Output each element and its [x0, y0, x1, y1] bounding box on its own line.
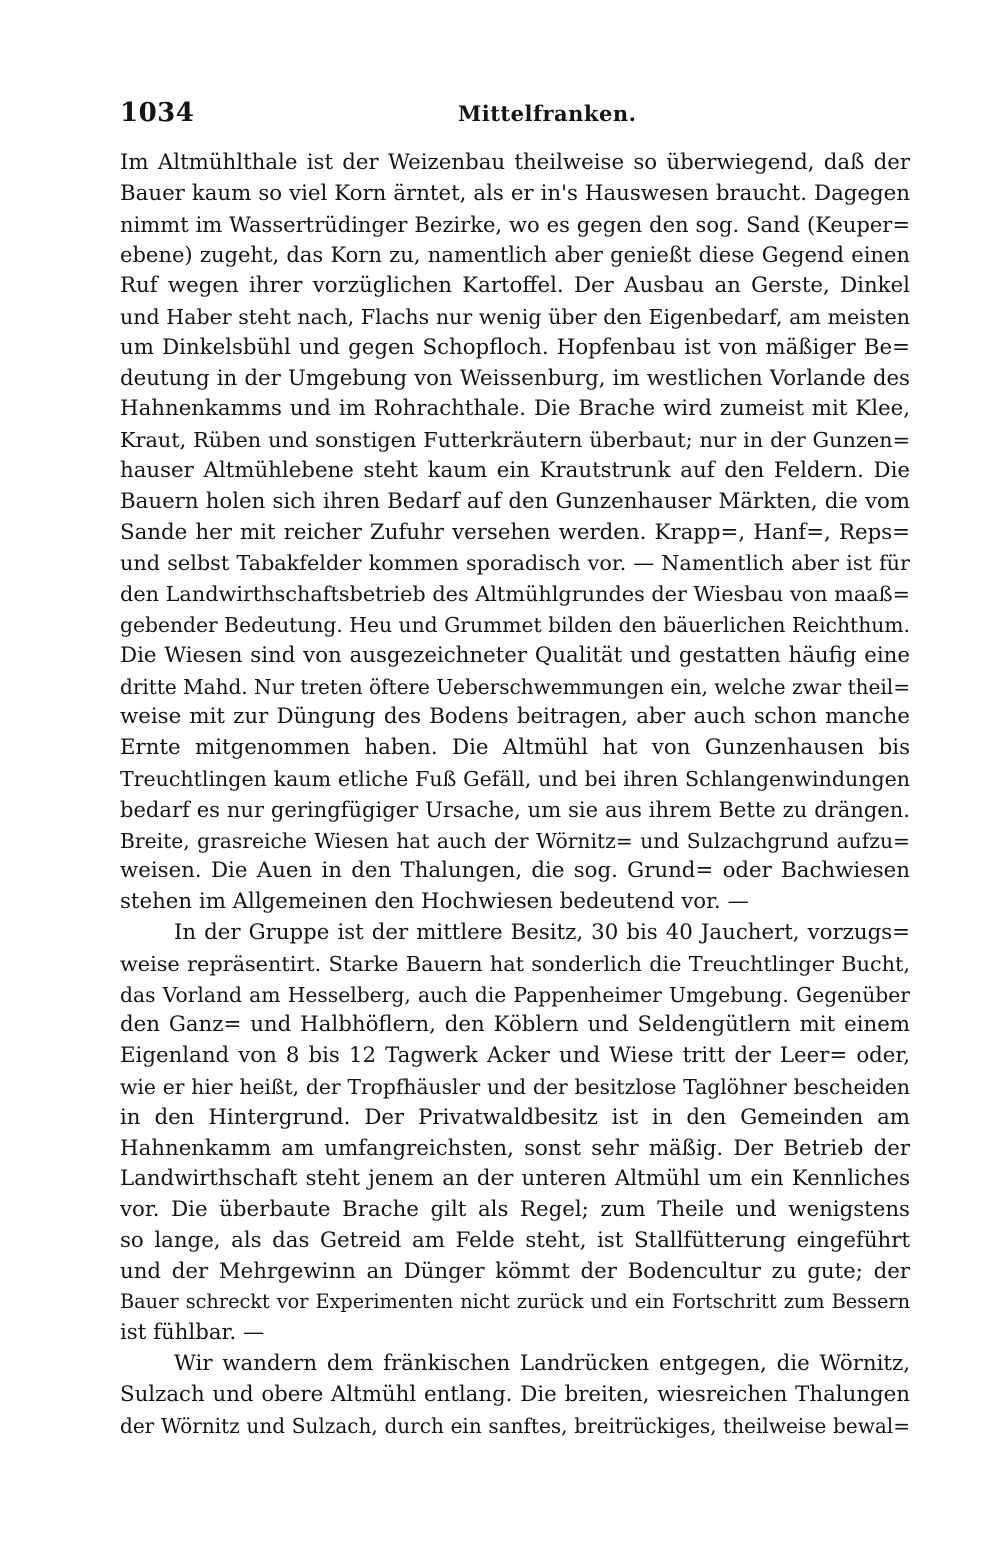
paragraph-first-line: In der Gruppe ist der mittlere Besitz, 30 bis 40 Jauchert, vorzugs= — [174, 919, 910, 945]
text-line: Bauer schreckt vor Experimenten nicht zurück und ein Fortschritt zum Bessern — [120, 1290, 910, 1314]
running-head: Mittelfranken. — [458, 101, 637, 126]
text-line: so lange, als das Getreid am Felde steht, ist Stallfütterung eingeführt — [120, 1227, 910, 1253]
text-line: vor. Die überbaute Brache gilt als Regel; zum Theile und wenigstens — [120, 1197, 910, 1223]
text-line: Kraut, Rüben und sonstigen Futterkräutern überbaut; nur in der Gunzen= — [120, 428, 910, 453]
text-line: Landwirthschaft steht jenem an der unteren Altmühl um ein Kennliches — [120, 1166, 910, 1192]
text-line: der Wörnitz und Sulzach, durch ein sanftes, breitrückiges, theilweise bewal= — [120, 1413, 910, 1438]
text-line: Ernte mitgenommen haben. Die Altmühl hat von Gunzenhausen bis — [120, 735, 910, 761]
text-line: weisen. Die Auen in den Thalungen, die sog. Grund= oder Bachwiesen — [120, 858, 910, 884]
text-line: weise mit zur Düngung des Bodens beitragen, aber auch schon manche — [120, 704, 910, 730]
paragraph-first-line: Wir wandern dem fränkischen Landrücken entgegen, die Wörnitz, — [174, 1351, 910, 1377]
text-line: hauser Altmühlebene steht kaum ein Krautstrunk auf den Feldern. Die — [120, 457, 910, 483]
text-line: den Landwirthschaftsbetrieb des Altmühlgrundes der Wiesbau von maaß= — [120, 582, 910, 607]
text-line: Bauern holen sich ihren Bedarf auf den Gunzenhauser Märkten, die vom — [120, 488, 910, 514]
text-line: Sande her mit reicher Zufuhr versehen werden. Krapp=, Hanf=, Reps= — [120, 519, 910, 545]
text-line: deutung in der Umgebung von Weissenburg, im westlichen Vorlande des — [120, 365, 910, 391]
text-line: Im Altmühlthale ist der Weizenbau theilweise so überwiegend, daß der — [120, 150, 910, 175]
text-line: und der Mehrgewinn an Dünger kömmt der Bodencultur zu gute; der — [120, 1258, 910, 1284]
text-line: Sulzach und obere Altmühl entlang. Die breiten, wiesreichen Thalungen — [120, 1381, 910, 1407]
text-line: stehen im Allgemeinen den Hochwiesen bedeutend vor. — — [120, 889, 749, 915]
text-line: und Haber steht nach, Flachs nur wenig über den Eigenbedarf, am meisten — [120, 304, 910, 329]
text-line: Die Wiesen sind von ausgezeichneter Qualität und gestatten häufig eine — [120, 642, 910, 668]
text-line: Treuchtlingen kaum etliche Fuß Gefäll, und bei ihren Schlangenwindungen — [120, 766, 910, 791]
text-line: bedarf es nur geringfügiger Ursache, um sie aus ihrem Bette zu drängen. — [120, 796, 910, 822]
text-line: Ruf wegen ihrer vorzüglichen Kartoffel. Der Ausbau an Gerste, Dinkel — [120, 273, 910, 299]
text-line: Eigenland von 8 bis 12 Tagwerk Acker und Wiese tritt der Leer= oder, — [120, 1043, 910, 1069]
body-text — [120, 148, 910, 1441]
text-line: ebene) zugeht, das Korn zu, namentlich aber genießt diese Gegend einen — [120, 242, 910, 268]
text-line: Bauer kaum so viel Korn ärntet, als er in's Hauswesen braucht. Dagegen — [120, 180, 910, 206]
text-line: gebender Bedeutung. Heu und Grummet bilden den bäuerlichen Reichthum. — [120, 612, 910, 637]
text-line: Hahnenkamms und im Rohrachthale. Die Brache wird zumeist mit Klee, — [120, 396, 910, 422]
text-line: weise repräsentirt. Starke Bauern hat sonderlich die Treuchtlinger Bucht, — [120, 951, 910, 976]
text-line: in den Hintergrund. Der Privatwaldbesitz ist in den Gemeinden am — [120, 1104, 910, 1130]
text-line: den Ganz= und Halbhöflern, den Köblern und Seldengütlern mit einem — [120, 1012, 910, 1038]
text-line: ist fühlbar. — — [120, 1320, 265, 1346]
text-line: um Dinkelsbühl und gegen Schopfloch. Hopfenbau ist von mäßiger Be= — [120, 334, 910, 360]
text-line: Hahnenkamm am umfangreichsten, sonst sehr mäßig. Der Betrieb der — [120, 1135, 910, 1161]
text-line: wie er hier heißt, der Tropfhäusler und der besitzlose Taglöhner bescheiden — [120, 1074, 910, 1099]
page-number: 1034 — [120, 98, 195, 128]
text-line: nimmt im Wassertrüdinger Bezirke, wo es gegen den sog. Sand (Keuper= — [120, 211, 910, 237]
page-header — [120, 98, 910, 138]
text-line: das Vorland am Hesselberg, auch die Pappenheimer Umgebung. Gegenüber — [120, 982, 910, 1007]
text-line: Breite, grasreiche Wiesen hat auch der Wörnitz= und Sulzachgrund aufzu= — [120, 828, 910, 853]
text-line: dritte Mahd. Nur treten öftere Ueberschwemmungen ein, welche zwar theil= — [120, 674, 910, 699]
text-line: und selbst Tabakfelder kommen sporadisch vor. — Namentlich aber ist für — [120, 551, 910, 576]
